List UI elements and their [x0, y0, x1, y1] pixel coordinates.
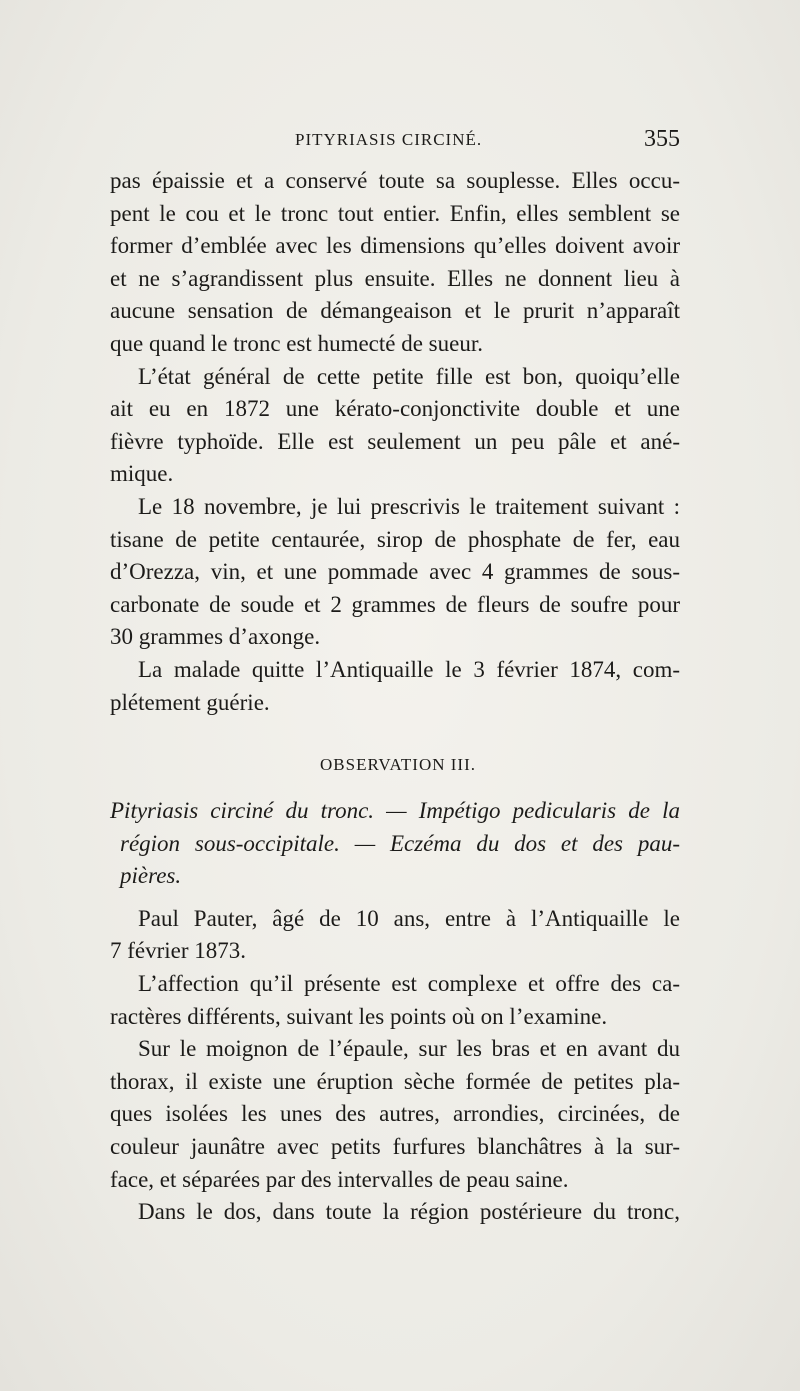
- subtitle-line: région sous-occipitale. — Eczéma du dos et des pau-: [120, 830, 680, 856]
- text-line: pas épaissie et a conservé toute sa souplesse. Elles occu-: [110, 168, 680, 193]
- text-line: d’Orezza, vin, et une pommade avec 4 grammes de sous-: [110, 559, 680, 585]
- text-line: Dans le dos, dans toute la région postérieure du tronc,: [138, 1199, 680, 1225]
- text-line: et ne s’agrandissent plus ensuite. Elles ne donnent lieu à: [110, 265, 680, 291]
- text-line: 7 février 1873.: [110, 938, 247, 964]
- paragraph-3: [110, 491, 680, 654]
- paragraph-2: [110, 361, 680, 491]
- text-line: La malade quitte l’Antiquaille le 3 février 1874, com-: [138, 656, 680, 682]
- section-gap: [110, 893, 680, 903]
- text-line: que quand le tronc est humecté de sueur.: [110, 330, 483, 356]
- section-gap: [110, 719, 680, 749]
- text-line: ques isolées les unes des autres, arrondies, circinées, de: [110, 1101, 680, 1127]
- subtitle-line: Pityriasis circiné du tronc. — Impétigo pedicularis de la: [110, 798, 680, 824]
- text-line: Paul Pauter, âgé de 10 ans, entre à l’Antiquaille le: [138, 905, 680, 931]
- text-line: former d’emblée avec les dimensions qu’elles doivent avoir: [110, 233, 680, 259]
- text-line: plétement guérie.: [110, 689, 270, 715]
- observation-title: OBSERVATION III.: [320, 755, 476, 775]
- paragraph-7: [110, 1033, 680, 1196]
- text-line: couleur jaunâtre avec petits furfures blanchâtres à la sur-: [110, 1134, 680, 1160]
- text-line: aucune sensation de démangeaison et le prurit n’apparaît: [110, 298, 680, 324]
- section-gap: [110, 781, 680, 795]
- text-line: mique.: [110, 461, 174, 487]
- text-line: L’état général de cette petite fille est bon, quoiqu’elle: [138, 363, 680, 389]
- running-head: PITYRIASIS CIRCINÉ.: [295, 130, 483, 149]
- paragraph-5: [110, 903, 680, 968]
- observation-subtitle: [110, 795, 680, 893]
- paragraph-8: [110, 1196, 680, 1229]
- text-line: Le 18 novembre, je lui prescrivis le traitement suivant :: [138, 493, 680, 519]
- text-line: L’affection qu’il présente est complexe et offre des ca-: [138, 971, 680, 997]
- page-body: [110, 165, 680, 1229]
- text-line: carbonate de soude et 2 grammes de fleurs de soufre pour: [110, 591, 680, 617]
- paragraph-6: [110, 968, 680, 1033]
- paragraph-1: [110, 165, 680, 361]
- text-line: pent le cou et le tronc tout entier. Enfin, elles semblent se: [110, 200, 680, 226]
- text-line: fièvre typhoïde. Elle est seulement un peu pâle et ané-: [110, 428, 680, 454]
- text-line: thorax, il existe une éruption sèche formée de petites pla-: [110, 1068, 680, 1094]
- text-line: ait eu en 1872 une kérato-conjonctivite double et une: [110, 396, 680, 422]
- page-header: [110, 126, 680, 160]
- subtitle-line: pières.: [120, 863, 182, 889]
- text-line: ractères différents, suivant les points où on l’examine.: [110, 1003, 608, 1029]
- text-line: face, et séparées par des intervalles de peau saine.: [110, 1166, 569, 1192]
- text-line: tisane de petite centaurée, sirop de phosphate de fer, eau: [110, 526, 680, 552]
- text-line: Sur le moignon de l’épaule, sur les bras et en avant du: [138, 1036, 680, 1062]
- paragraph-4: [110, 654, 680, 719]
- page-number: 355: [644, 126, 680, 152]
- text-line: 30 grammes d’axonge.: [110, 624, 321, 650]
